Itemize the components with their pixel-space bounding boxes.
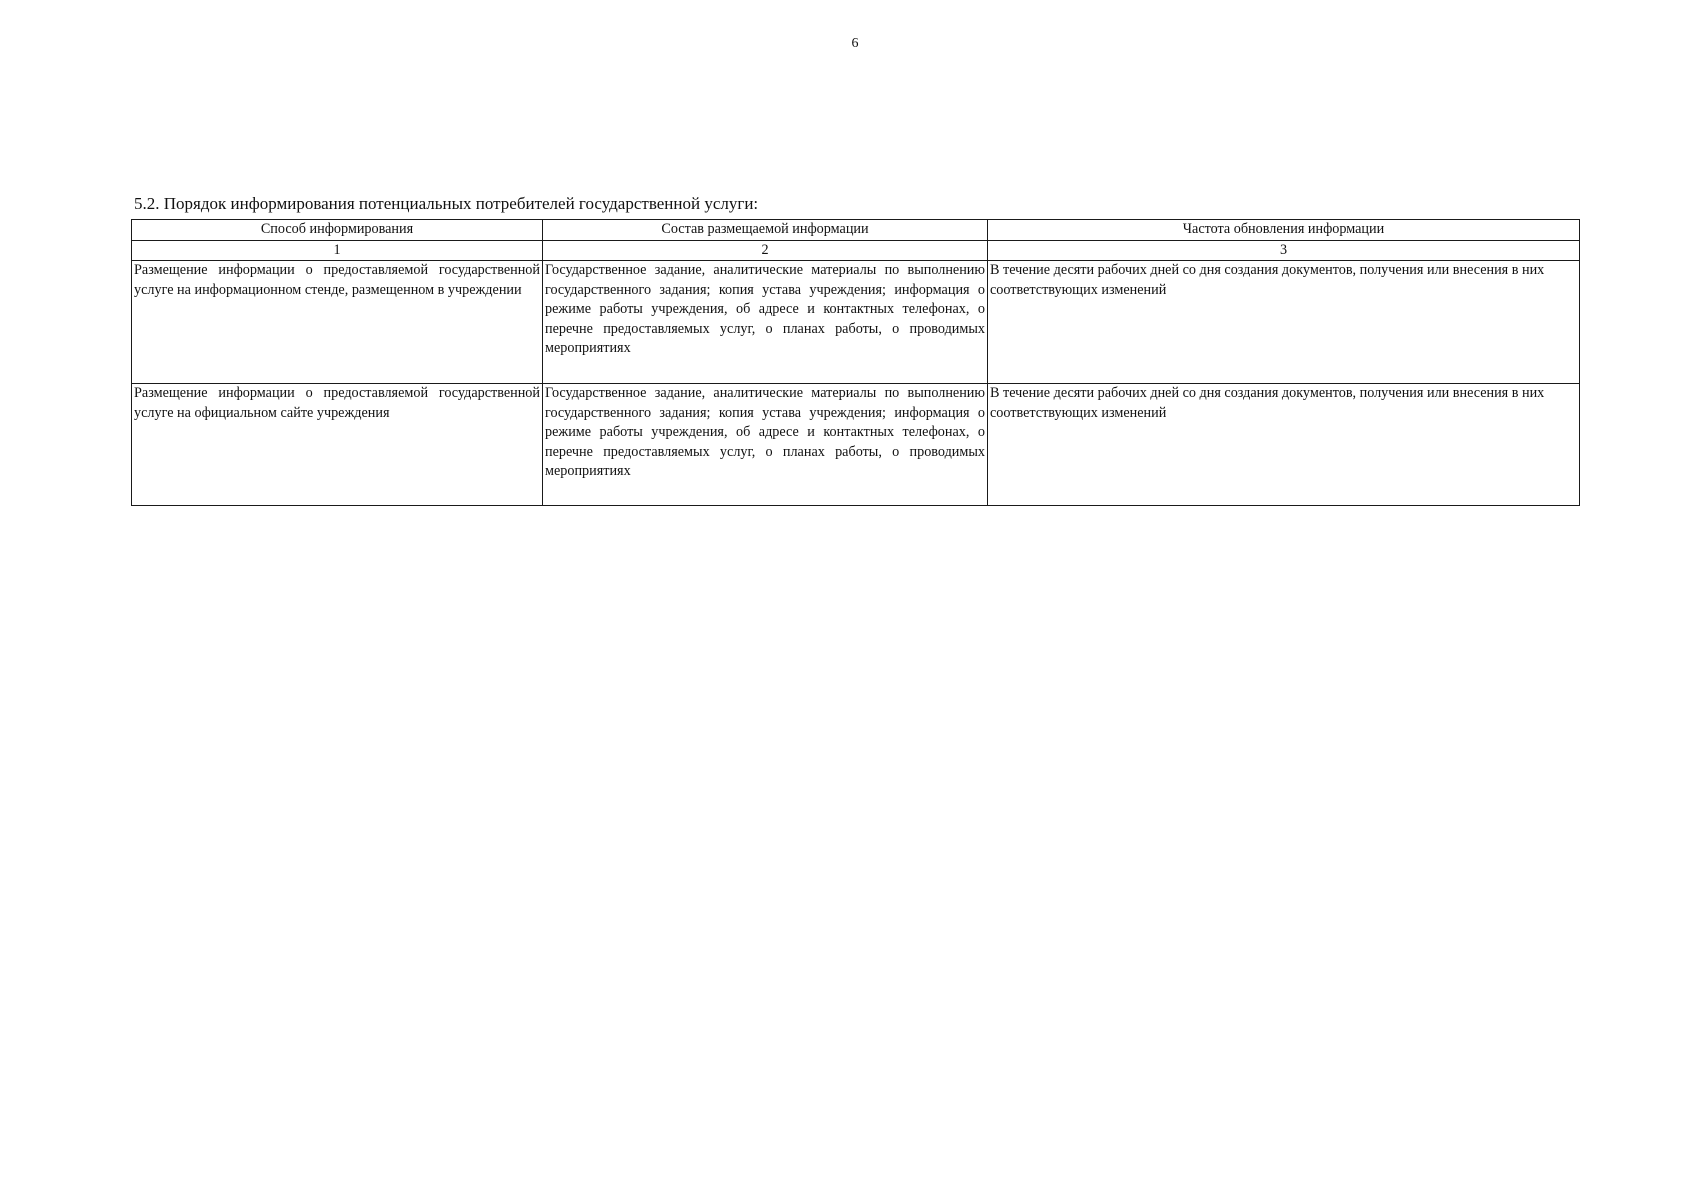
table-row [132, 261, 1580, 384]
cell-method: Размещение информации о предоставляемой государственной услуге на информационном стенде, размещенном в учреждении [132, 261, 543, 384]
section-heading: 5.2. Порядок информирования потенциальных потребителей государственной услуги: [134, 194, 759, 213]
table-row [132, 384, 1580, 506]
cell-frequency: В течение десяти рабочих дней со дня создания документов, получения или внесения в них соответствующих изменений [988, 261, 1580, 384]
cell-content: Государственное задание, аналитические материалы по выполнению государственного задания; копия устава учреждения; информация о режиме работы учреждения, об адресе и контактных телефонах, о перечне предоставляемых услуг, о планах работы, о проводимых мероприятиях [543, 384, 988, 506]
table-header-row [132, 220, 1580, 241]
cell-method: Размещение информации о предоставляемой государственной услуге на официальном сайте учреждения [132, 384, 543, 506]
column-number-3: 3 [988, 240, 1580, 261]
header-frequency: Частота обновления информации [988, 220, 1580, 241]
column-number-row [132, 240, 1580, 261]
informing-procedure-table [131, 219, 1580, 506]
cell-frequency: В течение десяти рабочих дней со дня создания документов, получения или внесения в них соответствующих изменений [988, 384, 1580, 506]
cell-content: Государственное задание, аналитические материалы по выполнению государственного задания; копия устава учреждения; информация о режиме работы учреждения, об адресе и контактных телефонах, о перечне предоставляемых услуг, о планах работы, о проводимых мероприятиях [543, 261, 988, 384]
header-content: Состав размещаемой информации [543, 220, 988, 241]
page-number: 6 [851, 36, 859, 51]
column-number-2: 2 [543, 240, 988, 261]
header-method: Способ информирования [132, 220, 543, 241]
column-number-1: 1 [132, 240, 543, 261]
